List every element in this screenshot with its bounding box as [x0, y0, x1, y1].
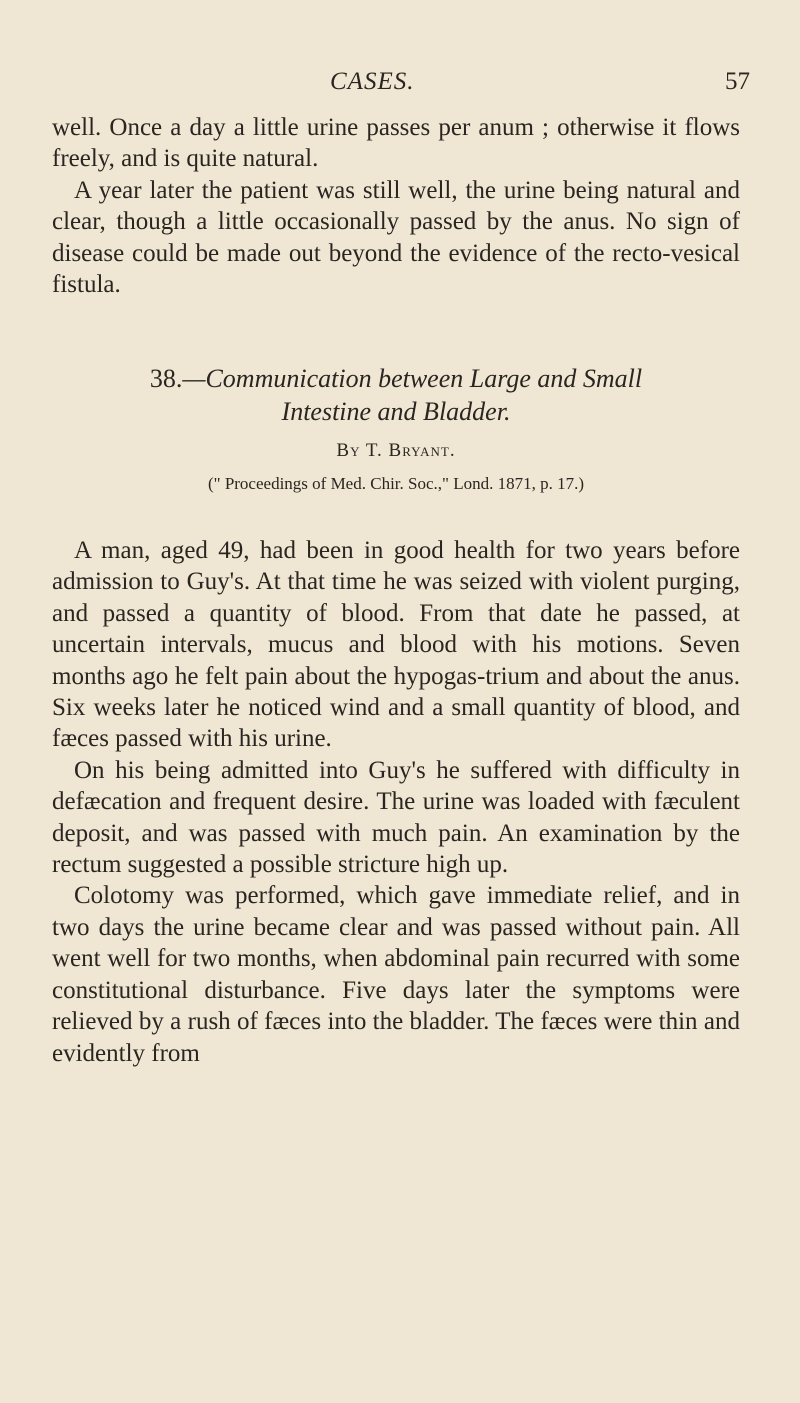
case-heading	[52, 362, 740, 494]
case-title-line1: —Communication between Large and Small	[182, 364, 643, 393]
case-author: By T. Bryant.	[336, 440, 456, 461]
paragraph: A man, aged 49, had been in good health for two years before admission to Guy's. At that time he was seized with violent purging, and passed a quantity of blood. From that date he passed, at uncertain intervals, mucus and blood with his motions. Seven months ago he felt pain about the hypogas-trium and about the anus. Six weeks later he noticed wind and a small quantity of blood, and fæces passed with his urine.	[52, 537, 740, 753]
running-title: CASES.	[330, 68, 415, 95]
case-title-line2: Intestine and Bladder.	[281, 397, 511, 426]
case-title	[52, 362, 740, 395]
case-number: 38.	[149, 364, 183, 393]
continuation-text	[52, 112, 740, 300]
paragraph: On his being admitted into Guy's he suffered with difficulty in defæcation and frequent desire. The urine was loaded with fæculent deposit, and was passed with much pain. An examination by the rectum suggested a possible stricture high up.	[52, 756, 740, 879]
case-body	[52, 535, 740, 1069]
case-source: (" Proceedings of Med. Chir. Soc.," Lond. 1871, p. 17.)	[207, 474, 585, 493]
page-number: 57	[725, 68, 750, 95]
paragraph: well. Once a day a little urine passes per anum ; otherwise it flows freely, and is quite natural.	[52, 114, 740, 173]
running-head	[0, 68, 800, 102]
paragraph: A year later the patient was still well, the urine being natural and clear, though a little occasionally passed by the anus. No sign of disease could be made out beyond the evidence of the recto-vesical fistula.	[52, 176, 740, 299]
paragraph: Colotomy was performed, which gave immediate relief, and in two days the urine became clear and was passed without pain. All went well for two months, when abdominal pain recurred with some constitutional disturbance. Five days later the symptoms were relieved by a rush of fæces into the bladder. The fæces were thin and evidently from	[52, 882, 740, 1067]
